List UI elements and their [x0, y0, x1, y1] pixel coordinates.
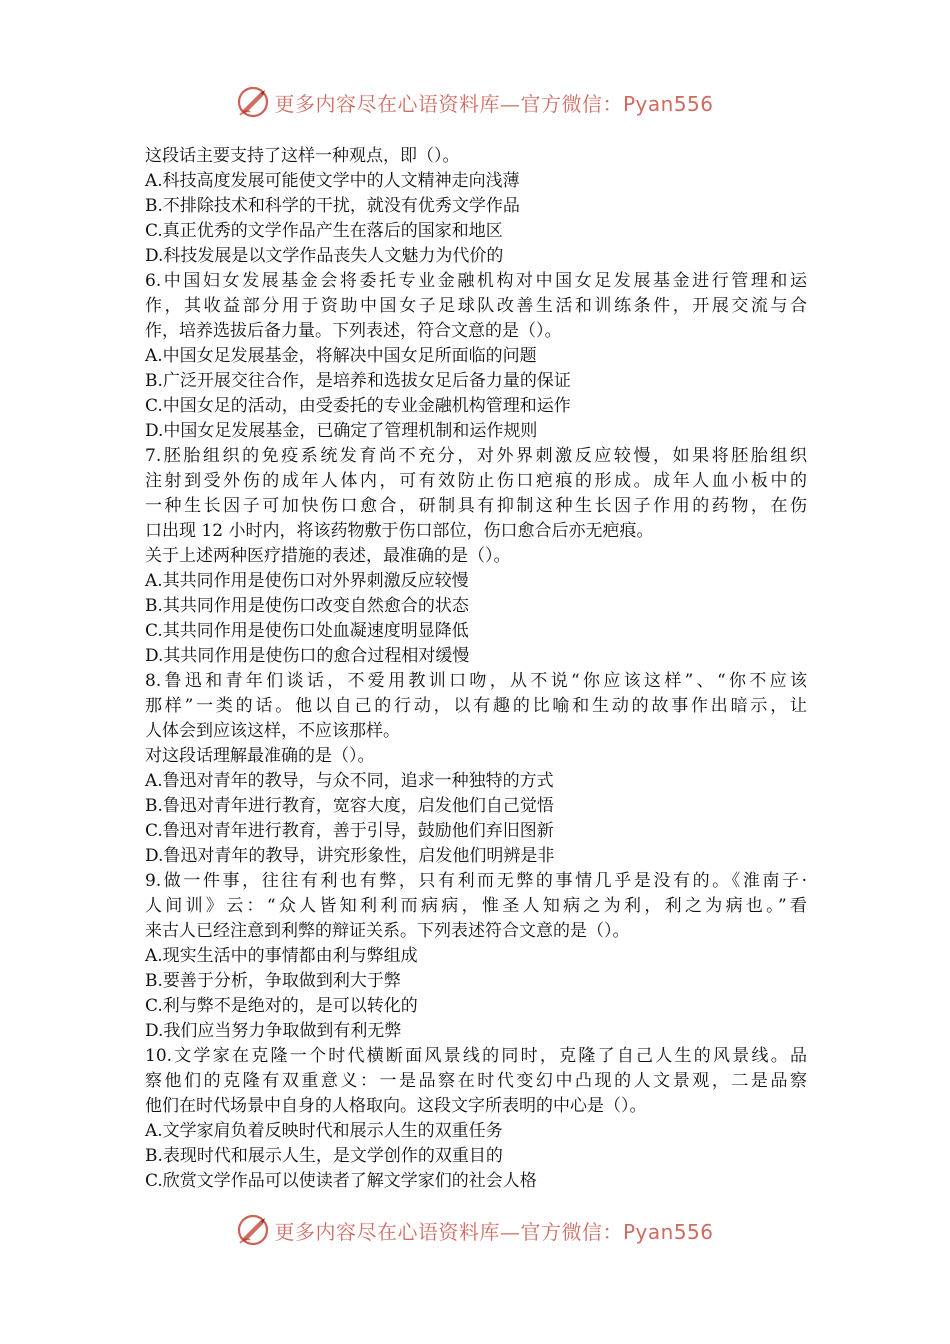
text-line: B.鲁迅对青年进行教育，宽容大度，启发他们自己觉悟 — [145, 796, 554, 816]
header-separator: — — [499, 91, 521, 116]
text-line: D.中国女足发展基金，已确定了管理机制和运作规则 — [145, 421, 538, 441]
text-line: A.现实生活中的事情都由利与弊组成 — [145, 946, 418, 966]
text-line: C.真正优秀的文学作品产生在落后的国家和地区 — [145, 221, 503, 241]
text-line: 作，培养选拔后备力量。下列表述，符合文意的是（）。 — [145, 321, 562, 341]
text-line: C.利与弊不是绝对的，是可以转化的 — [145, 996, 418, 1016]
text-line: D.我们应当努力争取做到有利无弊 — [145, 1021, 402, 1041]
text-line: A.文学家肩负着反映时代和展示人生的双重任务 — [145, 1121, 503, 1141]
text-line: 7.胚胎组织的免疫系统发育尚不充分，对外界刺激反应较慢，如果将胚胎组织 — [145, 446, 807, 466]
text-line: 来古人已经注意到利弊的辩证关系。下列表述符合文意的是（）。 — [145, 921, 630, 941]
text-line: 这段话主要支持了这样一种观点，即（）。 — [145, 146, 460, 166]
text-line: 6.中国妇女发展基金会将委托专业金融机构对中国女足发展基金进行管理和运 — [145, 271, 807, 291]
text-line: C.鲁迅对青年进行教育，善于引导，鼓励他们弃旧图新 — [145, 821, 554, 841]
pen-logo-icon — [236, 85, 270, 119]
text-line: C.其共同作用是使伤口处血凝速度明显降低 — [145, 621, 469, 641]
text-line: A.鲁迅对青年的教导，与众不同，追求一种独特的方式 — [145, 771, 554, 791]
text-line: D.科技发展是以文学作品丧失人文魅力为代价的 — [145, 246, 504, 266]
footer-banner-text — [274, 1216, 713, 1245]
text-line: 10.文学家在克隆一个时代横断面风景线的同时，克隆了自己人生的风景线。品 — [145, 1046, 807, 1066]
document-body — [145, 144, 807, 1194]
text-line: 8.鲁迅和青年们谈话，不爱用教训口吻，从不说“你应该这样”、“你不应该 — [145, 671, 807, 691]
pen-logo-icon — [236, 1213, 270, 1247]
text-line: 察他们的克隆有双重意义：一是品察在时代变幻中凸现的人文景观，二是品察 — [145, 1071, 807, 1091]
text-line: B.广泛开展交往合作，是培养和选拔女足后备力量的保证 — [145, 371, 571, 391]
text-line: A.其共同作用是使伤口对外界刺激反应较慢 — [145, 571, 469, 591]
text-line: D.其共同作用是使伤口的愈合过程相对缓慢 — [145, 646, 470, 666]
text-line: 那样”一类的话。他以自己的行动，以有趣的比喻和生动的故事作出暗示，让 — [145, 696, 807, 716]
text-line: 作，其收益部分用于资助中国女子足球队改善生活和训练条件，开展交流与合 — [145, 296, 807, 316]
text-line: 口出现 12 小时内，将该药物敷于伤口部位，伤口愈合后亦无疤痕。 — [145, 521, 654, 541]
footer-separator: — — [499, 1219, 521, 1244]
text-line: C.中国女足的活动，由受委托的专业金融机构管理和运作 — [145, 396, 571, 416]
footer-banner — [0, 1210, 950, 1250]
text-line: C.欣赏文学作品可以使读者了解文学家们的社会人格 — [145, 1171, 537, 1191]
text-line: 关于上述两种医疗措施的表述，最准确的是（）。 — [145, 546, 511, 566]
text-line: 人间训》云：“众人皆知利利而病病，惟圣人知病之为利，利之为病也。”看 — [145, 896, 807, 916]
text-line: B.不排除技术和科学的干扰，就没有优秀文学作品 — [145, 196, 520, 216]
text-line: D.鲁迅对青年的教导，讲究形象性，启发他们明辨是非 — [145, 846, 555, 866]
header-contact-id: Pyan556 — [622, 91, 714, 116]
text-line: B.其共同作用是使伤口改变自然愈合的状态 — [145, 596, 469, 616]
text-line: 9.做一件事，往往有利也有弊，只有利而无弊的事情几乎是没有的。《淮南子· — [145, 871, 807, 891]
footer-contact-id: Pyan556 — [622, 1219, 714, 1244]
text-line: 注射到受外伤的成年人体内，可有效防止伤口疤痕的形成。成年人血小板中的 — [145, 471, 807, 491]
text-line: A.科技高度发展可能使文学中的人文精神走向浅薄 — [145, 171, 520, 191]
text-line: 一种生长因子可加快伤口愈合，研制具有抑制这种生长因子作用的药物，在伤 — [145, 496, 807, 516]
header-banner — [0, 82, 950, 122]
text-line: 他们在时代场景中自身的人格取向。这段文字所表明的中心是（）。 — [145, 1096, 647, 1116]
text-line: B.表现时代和展示人生，是文学创作的双重目的 — [145, 1146, 503, 1166]
text-line: A.中国女足发展基金，将解决中国女足所面临的问题 — [145, 346, 537, 366]
header-contact-label: 官方微信： — [520, 91, 623, 116]
header-promo-text: 更多内容尽在心语资料库 — [274, 91, 500, 116]
text-line: 对这段话理解最准确的是（）。 — [145, 746, 375, 766]
text-line: 人体会到应该这样，不应该那样。 — [145, 721, 400, 741]
footer-contact-label: 官方微信： — [520, 1219, 623, 1244]
header-banner-text — [274, 88, 713, 117]
footer-promo-text: 更多内容尽在心语资料库 — [274, 1219, 500, 1244]
text-line: B.要善于分析，争取做到利大于弊 — [145, 971, 401, 991]
